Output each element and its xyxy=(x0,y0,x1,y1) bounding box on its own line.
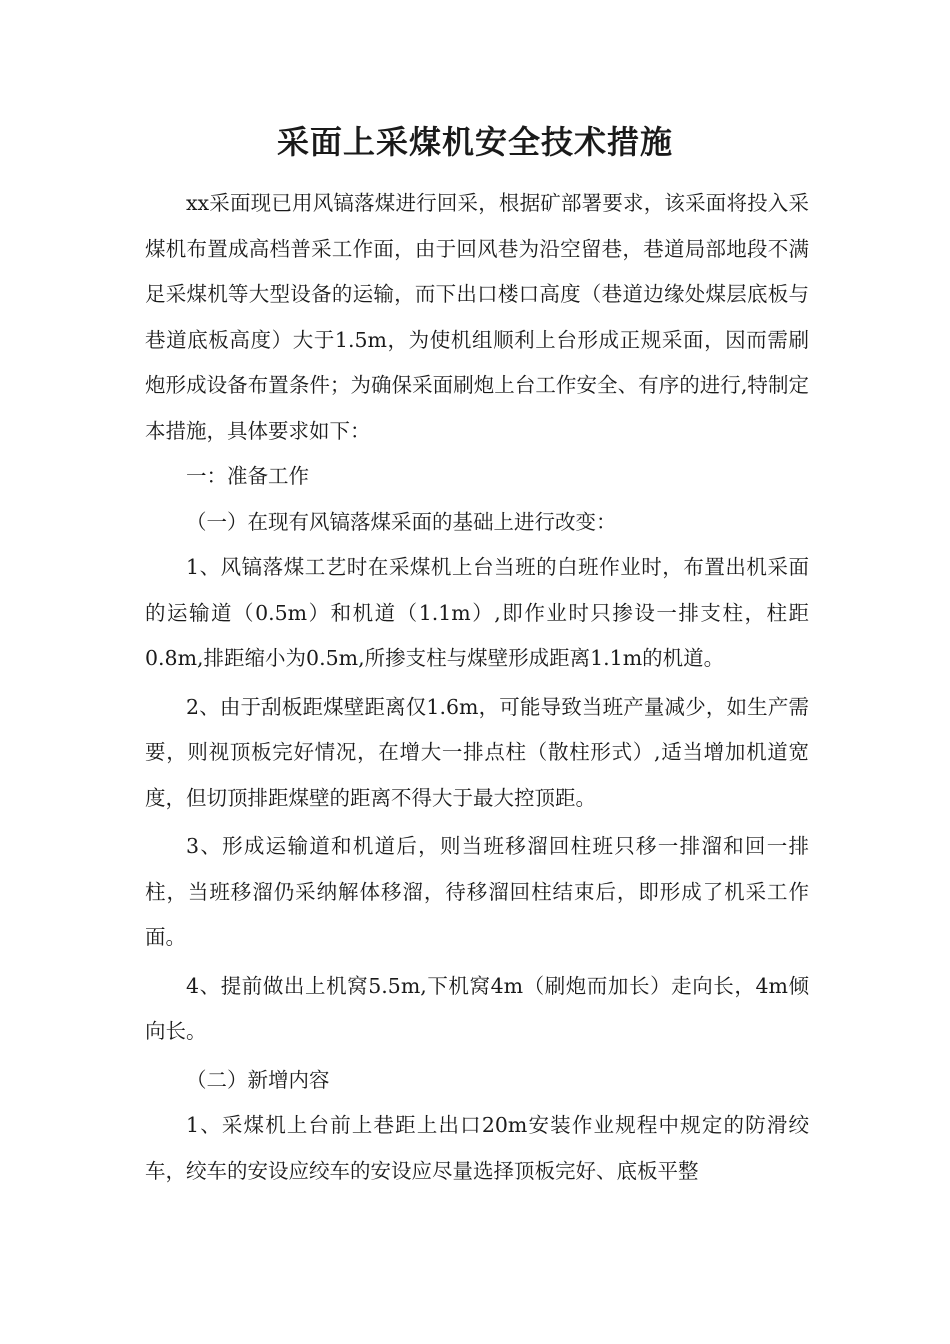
intro-paragraph: xx采面现已用风镐落煤进行回采，根据矿部署要求，该采面将投入采煤机布置成高档普采工作面，由于回风巷为沿空留巷，巷道局部地段不满足采煤机等大型设备的运输，而下出口楼口高度（巷道边缘处煤层底板与巷道底板高度）大于1.5m，为使机组顺利上台形成正规采面，因而需刷炮形成设备布置条件；为确保采面刷炮上台工作安全、有序的进行,特制定本措施，具体要求如下： xyxy=(145,191,809,443)
section-heading-preparation: 一：准备工作 xyxy=(186,464,309,488)
document-title: 采面上采煤机安全技术措施 xyxy=(276,123,673,161)
document-body xyxy=(145,181,809,1194)
list-item-3: 3、形成运输道和机道后，则当班移溜回柱班只移一排溜和回一排柱，当班移溜仍采纳解体移溜，待移溜回柱结束后，即形成了机采工作面。 xyxy=(145,834,809,949)
list-item-4: 4、提前做出上机窝5.5m,下机窝4m（刷炮而加长）走向长，4m倾向长。 xyxy=(145,973,809,1043)
subsection-heading-modification: （一）在现有风镐落煤采面的基础上进行改变： xyxy=(186,509,617,534)
subsection-heading-new-content: （二）新增内容 xyxy=(186,1067,330,1092)
list-item-1: 1、风镐落煤工艺时在采煤机上台当班的白班作业时，布置出机采面的运输道（0.5m）和机道（1.1m）,即作业时只掺设一排支柱，柱距0.8m,排距缩小为0.5m,所掺支柱与煤壁形成距离1.1m的机道。 xyxy=(145,555,809,670)
list-item-2: 2、由于刮板距煤壁距离仅1.6m，可能导致当班产量减少，如生产需要，则视顶板完好情况，在增大一排点柱（散柱形式）,适当增加机道宽度，但切顶排距煤壁的距离不得大于最大控顶距。 xyxy=(145,694,809,810)
new-content-item-1: 1、采煤机上台前上巷距上出口20m安装作业规程中规定的防滑绞车，绞车的安设应绞车的安设应尽量选择顶板完好、底板平整 xyxy=(145,1113,809,1183)
